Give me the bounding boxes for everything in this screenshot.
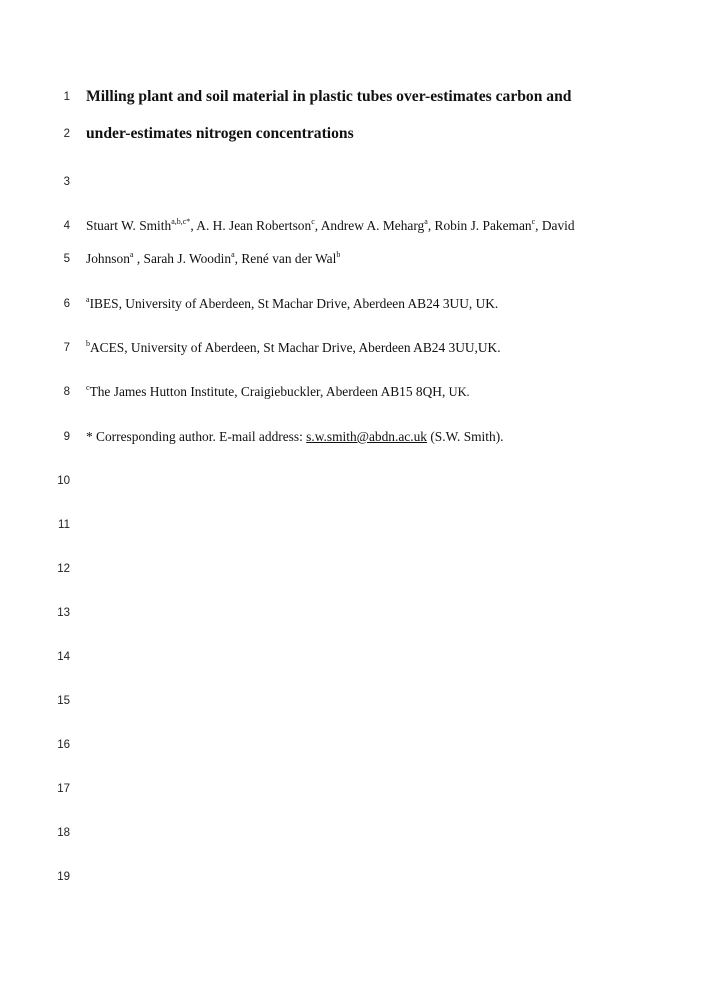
author-name: Stuart W. Smith: [86, 218, 172, 233]
author-list-line-2: [86, 248, 667, 270]
author-name: Andrew A. Meharg: [320, 218, 425, 233]
manuscript-line-4: [0, 215, 707, 237]
manuscript-line-1: [0, 86, 707, 108]
manuscript-line-10: [0, 470, 707, 492]
author-list-line-1: [86, 215, 667, 237]
line-number: 19: [57, 871, 70, 883]
affiliation-text: IBES, University of Aberdeen, St Machar Drive, Aberdeen AB24 3UU, UK.: [89, 296, 499, 311]
corresponding-author-note: [86, 426, 667, 448]
line-number: 2: [63, 128, 70, 140]
line-number: 18: [57, 827, 70, 839]
author-separator: ,: [234, 251, 242, 266]
author-affiliation-marker: a: [231, 250, 235, 259]
line-number: 10: [57, 475, 70, 487]
manuscript-line-3: [0, 171, 707, 193]
author-separator: ,: [133, 251, 144, 266]
manuscript-line-2: [0, 123, 707, 145]
line-number: 8: [63, 386, 70, 398]
affiliation-marker: c: [86, 383, 90, 392]
line-number: 15: [57, 695, 70, 707]
corresponding-prefix: * Corresponding author. E-mail address:: [86, 429, 307, 444]
author-name: A. H. Jean Robertson: [196, 218, 312, 233]
author-affiliation-marker: c: [311, 217, 315, 226]
line-number: 13: [57, 607, 70, 619]
line-number: 5: [63, 253, 70, 265]
author-affiliation-marker: a,b,c*: [171, 217, 191, 226]
author-name: René van der Wal: [241, 251, 337, 266]
line-number: 6: [63, 298, 70, 310]
affiliation-b: [86, 337, 667, 359]
author-name: Robin J. Pakeman: [434, 218, 532, 233]
affiliation-c: [86, 381, 667, 403]
author-affiliation-marker: a: [129, 250, 134, 259]
manuscript-line-16: [0, 734, 707, 756]
author-separator: ,: [535, 218, 542, 233]
author-separator: ,: [190, 218, 197, 233]
manuscript-line-11: [0, 514, 707, 536]
corresponding-email-link[interactable]: s.w.smith@abdn.ac.uk: [306, 429, 427, 444]
line-number: 9: [63, 431, 70, 443]
affiliation-text: ACES, University of Aberdeen, St Machar Drive, Aberdeen AB24 3UU,UK.: [90, 340, 501, 355]
manuscript-line-18: [0, 822, 707, 844]
line-number: 1: [63, 91, 70, 103]
affiliation-marker: a: [86, 295, 90, 304]
paper-title-line-1: Milling plant and soil material in plastic tubes over-estimates carbon and: [86, 88, 572, 105]
affiliation-country: UK.: [448, 385, 470, 399]
manuscript-line-15: [0, 690, 707, 712]
line-number: 7: [63, 342, 70, 354]
manuscript-line-6: [0, 293, 707, 315]
author-separator: ,: [427, 218, 435, 233]
manuscript-line-14: [0, 646, 707, 668]
manuscript-line-12: [0, 558, 707, 580]
author-affiliation-marker: b: [336, 250, 341, 259]
manuscript-line-7: [0, 337, 707, 359]
affiliation-a: [86, 293, 667, 315]
paper-title-line-2: under-estimates nitrogen concentrations: [86, 125, 354, 142]
line-number: 17: [57, 783, 70, 795]
author-name: Sarah J. Woodin: [143, 251, 232, 266]
corresponding-suffix: (S.W. Smith).: [426, 429, 504, 444]
manuscript-line-17: [0, 778, 707, 800]
line-number: 11: [58, 519, 70, 531]
line-number: 14: [57, 651, 70, 663]
manuscript-line-19: [0, 866, 707, 888]
manuscript-line-8: [0, 381, 707, 403]
author-name: David: [541, 218, 575, 233]
affiliation-marker: b: [86, 339, 90, 348]
author-affiliation-marker: a: [424, 217, 428, 226]
manuscript-line-5: [0, 248, 707, 270]
manuscript-line-13: [0, 602, 707, 624]
author-separator: ,: [314, 218, 321, 233]
line-number: 16: [57, 739, 70, 751]
line-number: 12: [57, 563, 70, 575]
line-number: 4: [63, 220, 70, 232]
line-number: 3: [63, 176, 70, 188]
author-name: Johnson: [86, 251, 130, 266]
author-affiliation-marker: c: [531, 217, 536, 226]
affiliation-text: The James Hutton Institute, Craigiebuckler, Aberdeen AB15 8QH,: [89, 384, 449, 399]
manuscript-line-9: [0, 426, 707, 448]
